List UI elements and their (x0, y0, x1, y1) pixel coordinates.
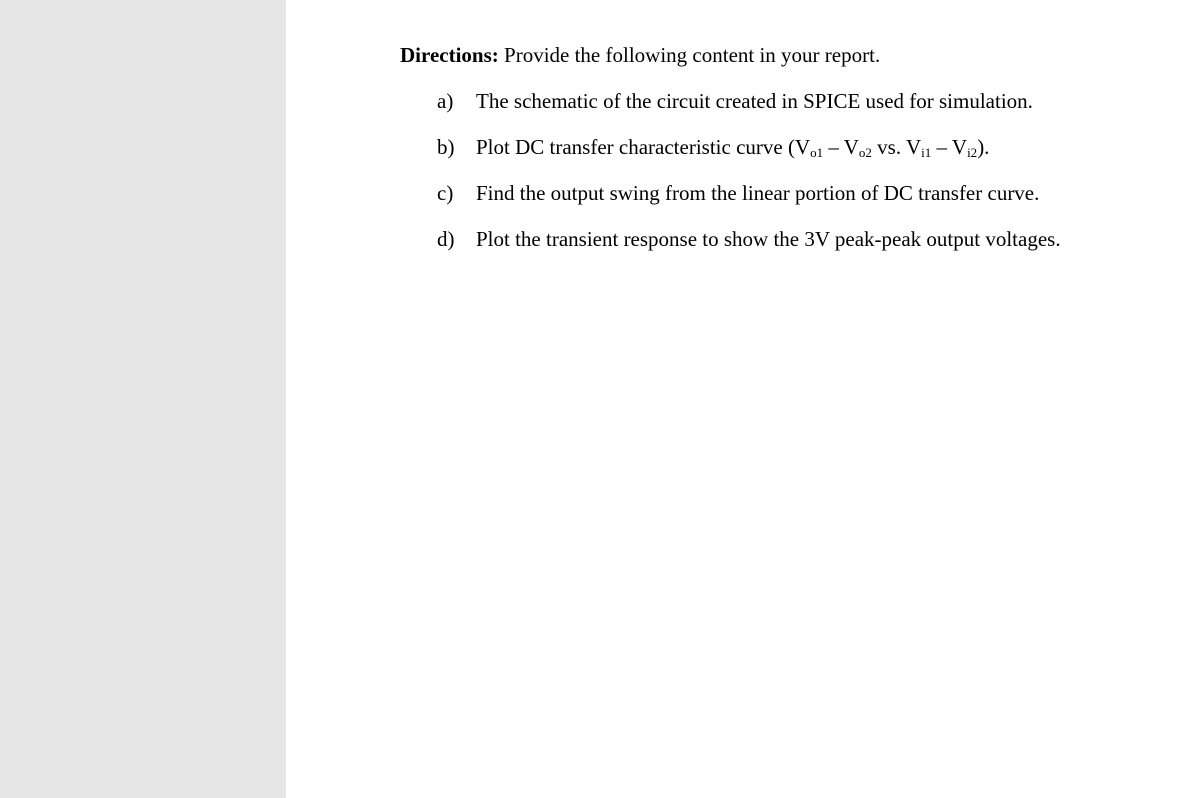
left-margin-panel (0, 0, 286, 798)
list-item (400, 224, 1180, 254)
list-marker: d) (437, 227, 455, 251)
list-marker: c) (437, 181, 454, 205)
list-item-text: Find the output swing from the linear portion of DC transfer curve. (476, 181, 1040, 205)
text-segment: Plot DC transfer characteristic curve (V (476, 135, 811, 159)
list-marker: b) (437, 135, 455, 159)
list-item-text: Plot the transient response to show the 3V peak-peak output voltages. (476, 227, 1061, 251)
directions-text: Provide the following content in your report. (498, 43, 881, 67)
text-segment: – V (931, 135, 968, 159)
list-item (400, 178, 1180, 208)
subscript: i1 (921, 145, 932, 160)
list-item (400, 132, 1180, 162)
list-item (400, 86, 1180, 116)
text-segment: ). (977, 135, 990, 159)
text-segment: – V (823, 135, 859, 159)
subscript: o1 (810, 145, 824, 160)
list-item-text (476, 135, 989, 159)
directions-label: Directions: (400, 43, 499, 67)
list-marker: a) (437, 89, 454, 113)
requirements-list (400, 86, 1180, 254)
list-item-text: The schematic of the circuit created in SPICE used for simulation. (476, 89, 1033, 113)
directions-block (400, 40, 1180, 254)
text-segment: vs. V (871, 135, 922, 159)
subscript: i2 (967, 145, 978, 160)
directions-paragraph (400, 40, 1180, 70)
subscript: o2 (858, 145, 872, 160)
